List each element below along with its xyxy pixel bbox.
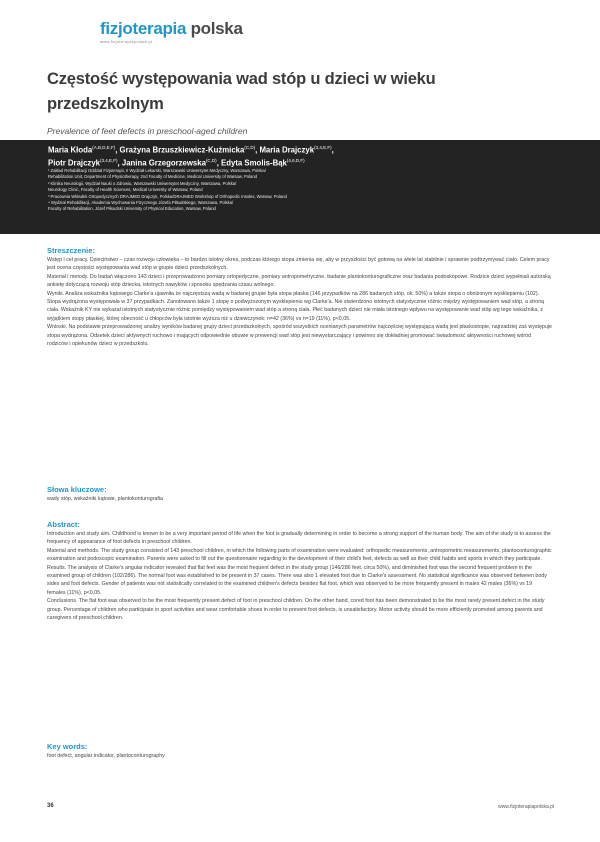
journal-name: fizjoterapia polska — [100, 19, 243, 38]
journal-tagline: www.fizjoterapiapolska.pl — [100, 39, 153, 44]
affiliation-line: Neurology Clinic, Faculty of Health Sciences, Medical University of Warsaw, Poland — [48, 187, 203, 193]
paragraph: Conclusions. The flat foot was observed to be the most frequently present defect of foot in preschool children. On the other hand, cored foot has been demonstrated to be the most rarely present defect in the study group. Percentage of children who participate in sport activities and wear comfortable shoes in order to prevent foot defects, is unsatisfactory. Motor activity should be more efficiently promoted among parents and caregivers of preschool children. — [47, 598, 545, 622]
affiliation-line: ¹ Zakład Rehabilitacji Oddział Fizjoterapii, II Wydział Lekarski, Warszawski Uniwersytet Medyczny, Warszawa, Polska/ — [48, 168, 266, 173]
affiliations — [48, 168, 568, 213]
paragraph: Wnioski. Na podstawie przeprowadzonej analizy wyników badanej grupy dzieci przedszkolnych, spośród wszystkich ocenianych parametrów najczęściej występującą wadą jest płaskostopie, najrzadziej zaś występuje stopa wydrążona. Odsetek dzieci aktywnych ruchowo i mających odpowiednie obuwie w prewencji wad stóp jest niewystarczający i powinno się dokładniej promować świadomość aktywności ruchowej wśród rodziców i opiekunów dzieci w przedszkolu. — [47, 324, 552, 348]
abstract-heading: Abstract: — [47, 520, 80, 529]
page-number: 36 — [47, 803, 54, 809]
paragraph: Introduction and study aim. Childhood is known to be a very important period of life when the foot is gradually determining in order to become a strong support of the human body. The aim of the study is to assess the frequency of appearance of foot defects in preschool children. — [47, 531, 551, 546]
keywords-en-section — [47, 742, 552, 760]
abstract-section — [47, 520, 552, 622]
affiliation-line: ⁴ Wydział Rehabilitacji, Akademia Wychowania Fizycznego Józefa Piłsudskiego, Warszawa, Polska/ — [48, 200, 234, 206]
affiliation-line: Faculty of Rehabilitation, Józef Piłsudski University of Physical Education, Warsaw, Poland — [48, 206, 216, 212]
author-list — [48, 143, 568, 169]
keywords-en-heading: Key words: — [47, 742, 88, 751]
keywords-en-text: foot defect, angular indicator, plantoconturography — [47, 753, 165, 759]
keywords-pl-heading: Słowa kluczowe: — [47, 485, 107, 494]
article-title: Częstość występowania wad stóp u dzieci w wieku przedszkolnym — [47, 70, 436, 113]
paragraph: Material and methods. The study group consisted of 143 preschool children, in which the following parts of examination were evaluated: orthopedic measurements, antropometric measurements, plantoconturographic examination and podoscopic examination. Parents were asked to fill out the questionnaire regarding to the development of their child's feet, defects as well as their child habits and sports in which they participate. — [47, 547, 552, 563]
paragraph: Results. The analysis of Clarke's angular indicator revealed that flat feet was the most frequent defect in the study group (146/286 feet, circa 50%), and diminished foot was the second frequent problem in the examined group of children (102/286). The normal foot was established to be present in 37 cases. There was also 1 elevated foot due to Clarke's assessment. No statistical significance was observed between body sides and foot defects. Gender of patients was not statistically correlated to the examined children's defects besides flat foot, which was observed to be more frequently present in males 42 males (36%) vs 19 females (11%), p<0,05. — [47, 564, 547, 596]
author-line: Piotr Drajczyk$^{(3,4,E,F)}$, Janina Grzegorzewska$^{(C,D)}$, Edyta Smolis-Bąk$^{(4,6,D,F)}$ — [48, 158, 305, 168]
streszczenie-section — [47, 246, 552, 348]
footer-url[interactable]: www.fizjoterapiapolska.pl — [498, 804, 554, 810]
affiliation-line: ² Klinika Neurologii, Wydział Nauki o Zdrowiu, Warszawski Uniwersytet Medyczny, Warszawa, Polska/ — [48, 180, 237, 186]
paragraph: Wyniki. Analiza wskaźnika kątowego Clarke'a ujawniła że najczęstszą wadą w badanej grupie była stopa płaska (146 przypadków na 286 badanych stóp, ok. 50%) a także stopa o obniżonym wysklepieniu (102). Stopa wydrążona występowała w 37 przypadkach. Zanotowano także 1 stopę o podwyższonym wysklepieniu wg Clarke'a. Nie stwierdzono istotnych statystycznie różnic między występowaniem wad stóp, a stroną ciała. Wskaźnik KY nie wykazał istotnych statystycznie różnic pomiędzy występowaniem wad stóp a stroną ciała. Płeć badanych dzieci nie miała istotnego wpływu na występowanie wad stóp wg tego wskaźnika, z wyjątkiem stopy płaskiej, której obecność u chłopców była istotnie wyższa niż u dziewczynek: n=42 (36%) vs n=19 (11%), p<0,05. — [47, 290, 545, 322]
streszczenie-heading: Streszczenie: — [47, 246, 95, 255]
article-subtitle: Prevalence of feet defects in preschool-aged children — [47, 126, 248, 136]
affiliation-line: ³ Pracownia Wkładek Ortopedycznych DRAJMED Drajczyk, Polska/DRAJMED Workshop of Orthopedic Insoles, Warsaw, Poland — [48, 193, 287, 199]
keywords-pl-text: wady stóp, wskaźniki kątowe, plantokonturografia — [47, 496, 164, 502]
author-band — [0, 140, 600, 234]
streszczenie-body — [47, 256, 552, 348]
paragraph: Wstęp i cel pracy. Dzieciństwo – czas rozwoju człowieka – to bardzo istotny okres, podczas którego stopa zmienia się, aby w przyszłości być gotową na wiele lat stabilnie i sprawnie podtrzymywać ciało. Celem pracy jest ocena częstości występowania wad stóp w grupie dzieci przedszkolnych. — [47, 257, 550, 272]
author-line: Maria Kłoda$^{(A,B,D,E,F)}$, Grażyna Brzuszkiewicz-Kuźmicka$^{(C,D)}$, Maria Drajczyk$^{(3,4,E,F)}$, — [48, 145, 334, 155]
keywords-pl-section — [47, 485, 552, 503]
affiliation-line: Rehabilitation Unit, Department of Physiotherapy, 2nd Faculty of Medicine, Medical University of Warsaw, Poland — [48, 174, 258, 180]
paragraph: Materiał i metody. Do badań włączono 143 dzieci i przeprowadzono pomiary ortopedyczne, pomiary antropometryczne, badanie plantokonturograficzne oraz badania podoskopowe. Rodzice dzieci wypełniali autorską ankietę dotyczącą rozwoju stóp dziecka, istotnych nawyków i sposobu spędzania czasu wolnego. — [47, 273, 551, 289]
journal-logo — [100, 20, 243, 44]
abstract-body — [47, 530, 552, 622]
